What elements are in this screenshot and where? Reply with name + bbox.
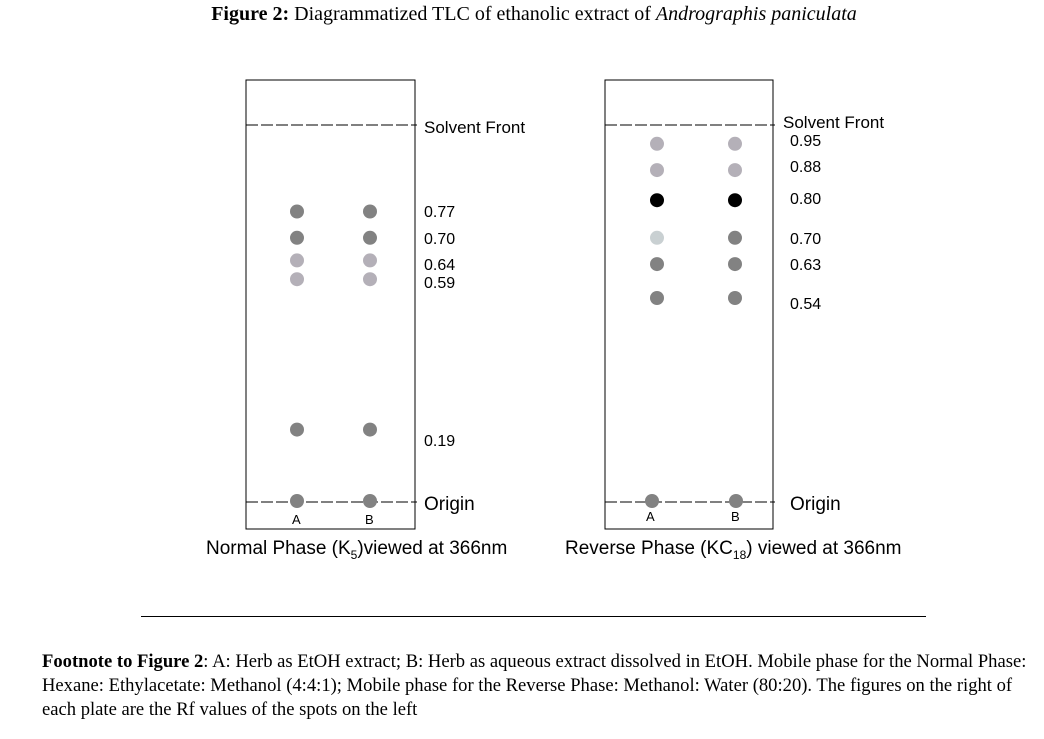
plate-normal-spots	[290, 205, 377, 509]
plate-normal-rf-label: 0.64	[424, 257, 456, 274]
footnote	[42, 650, 1032, 722]
tlc-spot	[728, 163, 742, 177]
plate-normal-rf-label: 0.59	[424, 275, 456, 292]
tlc-spot	[728, 193, 742, 207]
tlc-spot	[363, 272, 377, 286]
plate-reverse-rf-label: 0.95	[790, 133, 822, 150]
tlc-spot	[729, 494, 743, 508]
tlc-spot	[363, 205, 377, 219]
plate-reverse-origin-label: Origin	[790, 494, 841, 515]
plate-normal-lane-a: A	[292, 512, 301, 527]
plate-normal-lane-b: B	[365, 512, 374, 527]
plate-reverse-lane-a: A	[646, 509, 655, 524]
section-divider	[141, 616, 926, 617]
plate-normal-solvent-front-label: Solvent Front	[424, 118, 526, 137]
tlc-spot	[728, 291, 742, 305]
plate-reverse	[565, 80, 902, 562]
plate-reverse-rf-label: 0.88	[790, 159, 822, 176]
plate-reverse-solvent-front-label: Solvent Front	[783, 113, 885, 132]
plate-reverse-rf-label: 0.63	[790, 257, 822, 274]
tlc-spot	[645, 494, 659, 508]
figure-title-text: Diagrammatized TLC of ethanolic extract of	[294, 3, 651, 25]
tlc-spot	[363, 423, 377, 437]
plate-normal-rf-label: 0.19	[424, 433, 456, 450]
plate-normal-rf-label: 0.77	[424, 204, 456, 221]
tlc-spot	[290, 423, 304, 437]
footnote-label: Footnote to Figure 2	[42, 651, 204, 672]
tlc-spot	[290, 231, 304, 245]
tlc-spot	[290, 272, 304, 286]
plate-normal	[206, 80, 525, 562]
plate-reverse-rf-label: 0.70	[790, 231, 822, 248]
tlc-spot	[728, 137, 742, 151]
plate-reverse-spots	[645, 137, 743, 508]
tlc-spot	[290, 205, 304, 219]
tlc-spot	[728, 257, 742, 271]
tlc-spot	[290, 494, 304, 508]
tlc-spot	[650, 193, 664, 207]
plate-normal-caption: Normal Phase $(K_5)viewed$ at 366nm	[206, 538, 508, 562]
plate-reverse-rf-label: 0.54	[790, 296, 822, 313]
figure-label: Figure 2:	[211, 3, 290, 25]
plate-reverse-lane-b: B	[731, 509, 740, 524]
tlc-spot	[728, 231, 742, 245]
footnote-text: : A: Herb as EtOH extract; B: Herb as aqueous extract dissolved in EtOH. Mobile phase for the Normal Phase: Hexane: Ethylacetate: Methanol (4:4:1); Mobile phase for the Reverse Phase: Methanol: Water (80:20). The figures on the right of each plate are the Rf values of the spots on the left	[42, 651, 1027, 720]
plate-normal-origin-label: Origin	[424, 494, 475, 515]
figure-title-species: Andrographis paniculata	[655, 3, 857, 25]
tlc-spot	[650, 163, 664, 177]
plate-reverse-caption: Reverse Phase $(KC_{18})$ viewed at 366nm	[565, 538, 902, 562]
tlc-spot	[363, 494, 377, 508]
tlc-spot	[290, 253, 304, 267]
tlc-spot	[363, 253, 377, 267]
tlc-spot	[650, 291, 664, 305]
plate-normal-frame	[246, 80, 415, 529]
tlc-spot	[650, 231, 664, 245]
plate-reverse-frame	[605, 80, 773, 529]
plate-normal-rf-label: 0.70	[424, 231, 456, 248]
tlc-spot	[650, 137, 664, 151]
tlc-spot	[650, 257, 664, 271]
plate-reverse-rf-label: 0.80	[790, 191, 822, 208]
tlc-spot	[363, 231, 377, 245]
